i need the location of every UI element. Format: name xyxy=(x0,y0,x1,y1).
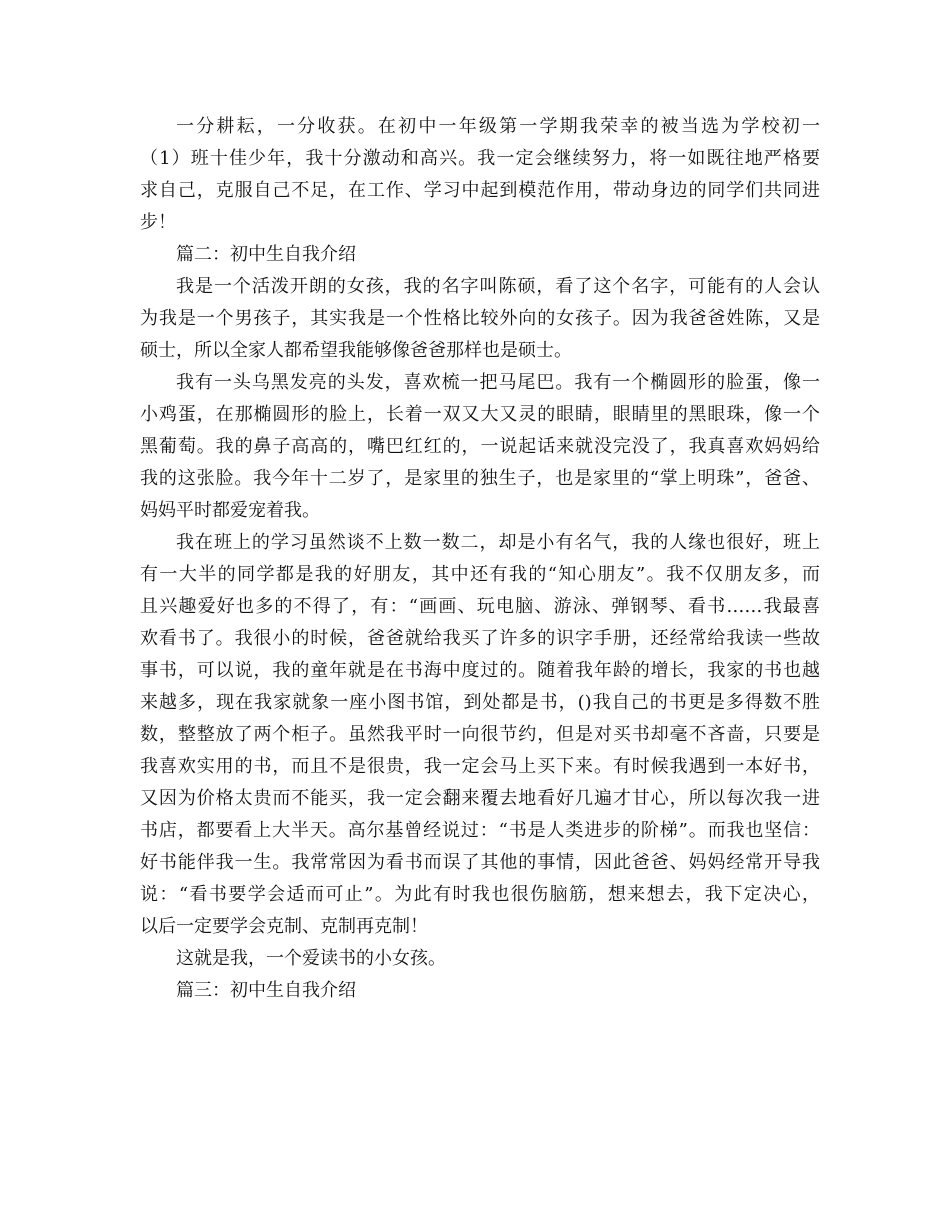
paragraph-line: （1）班十佳少年，我十分激动和高兴。我一定会继续努力，将一如既往地严格要 xyxy=(140,148,820,169)
paragraph-line: 数，整整放了两个柜子。虽然我平时一向很节约，但是对买书却毫不吝啬，只要是 xyxy=(140,724,820,745)
paragraph-line: 为我是一个男孩子，其实我是一个性格比较外向的女孩子。因为我爸爸姓陈，又是 xyxy=(140,308,820,329)
document-body xyxy=(140,111,820,1007)
paragraph-line: 求自己，克服自己不足，在工作、学习中起到模范作用，带动身边的同学们共同进 xyxy=(140,180,820,201)
paragraph-line: 硕士，所以全家人都希望我能够像爸爸那样也是硕士。 xyxy=(140,340,572,361)
paragraph-line: 事书，可以说，我的童年就是在书海中度过的。随着我年龄的增长，我家的书也越 xyxy=(140,660,820,681)
paragraph-line: 以后一定要学会克制、克制再克制！ xyxy=(140,916,428,937)
paragraph-line: 好书能伴我一生。我常常因为看书而误了其他的事情，因此爸爸、妈妈经常开导我 xyxy=(140,852,820,873)
section-heading: 篇三：初中生自我介绍 xyxy=(176,980,356,1001)
paragraph-line: 来越多，现在我家就象一座小图书馆，到处都是书，()我自己的书更是多得数不胜 xyxy=(140,692,820,713)
paragraph-line: 黑葡萄。我的鼻子高高的，嘴巴红红的，一说起话来就没完没了，我真喜欢妈妈给 xyxy=(140,436,820,457)
paragraph-line: 又因为价格太贵而不能买，我一定会翻来覆去地看好几遍才甘心，所以每次我一进 xyxy=(140,788,820,809)
paragraph-line: 我在班上的学习虽然谈不上数一数二，却是小有名气，我的人缘也很好，班上 xyxy=(176,532,820,553)
paragraph-line: 我喜欢实用的书，而且不是很贵，我一定会马上买下来。有时候我遇到一本好书， xyxy=(140,756,820,777)
paragraph-line: 我是一个活泼开朗的女孩，我的名字叫陈硕，看了这个名字，可能有的人会认 xyxy=(176,276,820,297)
paragraph-line: 这就是我，一个爱读书的小女孩。 xyxy=(176,948,446,969)
paragraph-line: 我有一头乌黑发亮的头发，喜欢梳一把马尾巴。我有一个椭圆形的脸蛋，像一 xyxy=(176,372,820,393)
paragraph-line: 一分耕耘，一分收获。在初中一年级第一学期我荣幸的被当选为学校初一 xyxy=(176,116,820,137)
section-heading: 篇二：初中生自我介绍 xyxy=(176,244,356,265)
paragraph-line: 欢看书了。我很小的时候，爸爸就给我买了许多的识字手册，还经常给我读一些故 xyxy=(140,628,820,649)
paragraph-line: 步！ xyxy=(140,212,176,233)
paragraph-line: 有一大半的同学都是我的好朋友，其中还有我的“知心朋友”。我不仅朋友多，而 xyxy=(140,564,820,585)
paragraph-line: 说：“看书要学会适而可止”。为此有时我也很伤脑筋，想来想去，我下定决心， xyxy=(140,884,820,905)
paragraph-line: 且兴趣爱好也多的不得了，有：“画画、玩电脑、游泳、弹钢琴、看书……我最喜 xyxy=(140,596,820,617)
paragraph-line: 书店，都要看上大半天。高尔基曾经说过：“书是人类进步的阶梯”。而我也坚信： xyxy=(140,820,820,841)
paragraph-line: 小鸡蛋，在那椭圆形的脸上，长着一双又大又灵的眼睛，眼睛里的黑眼珠，像一个 xyxy=(140,404,820,425)
paragraph-line: 妈妈平时都爱宠着我。 xyxy=(140,500,320,521)
paragraph-line: 我的这张脸。我今年十二岁了，是家里的独生子，也是家里的“掌上明珠”，爸爸、 xyxy=(140,468,820,489)
